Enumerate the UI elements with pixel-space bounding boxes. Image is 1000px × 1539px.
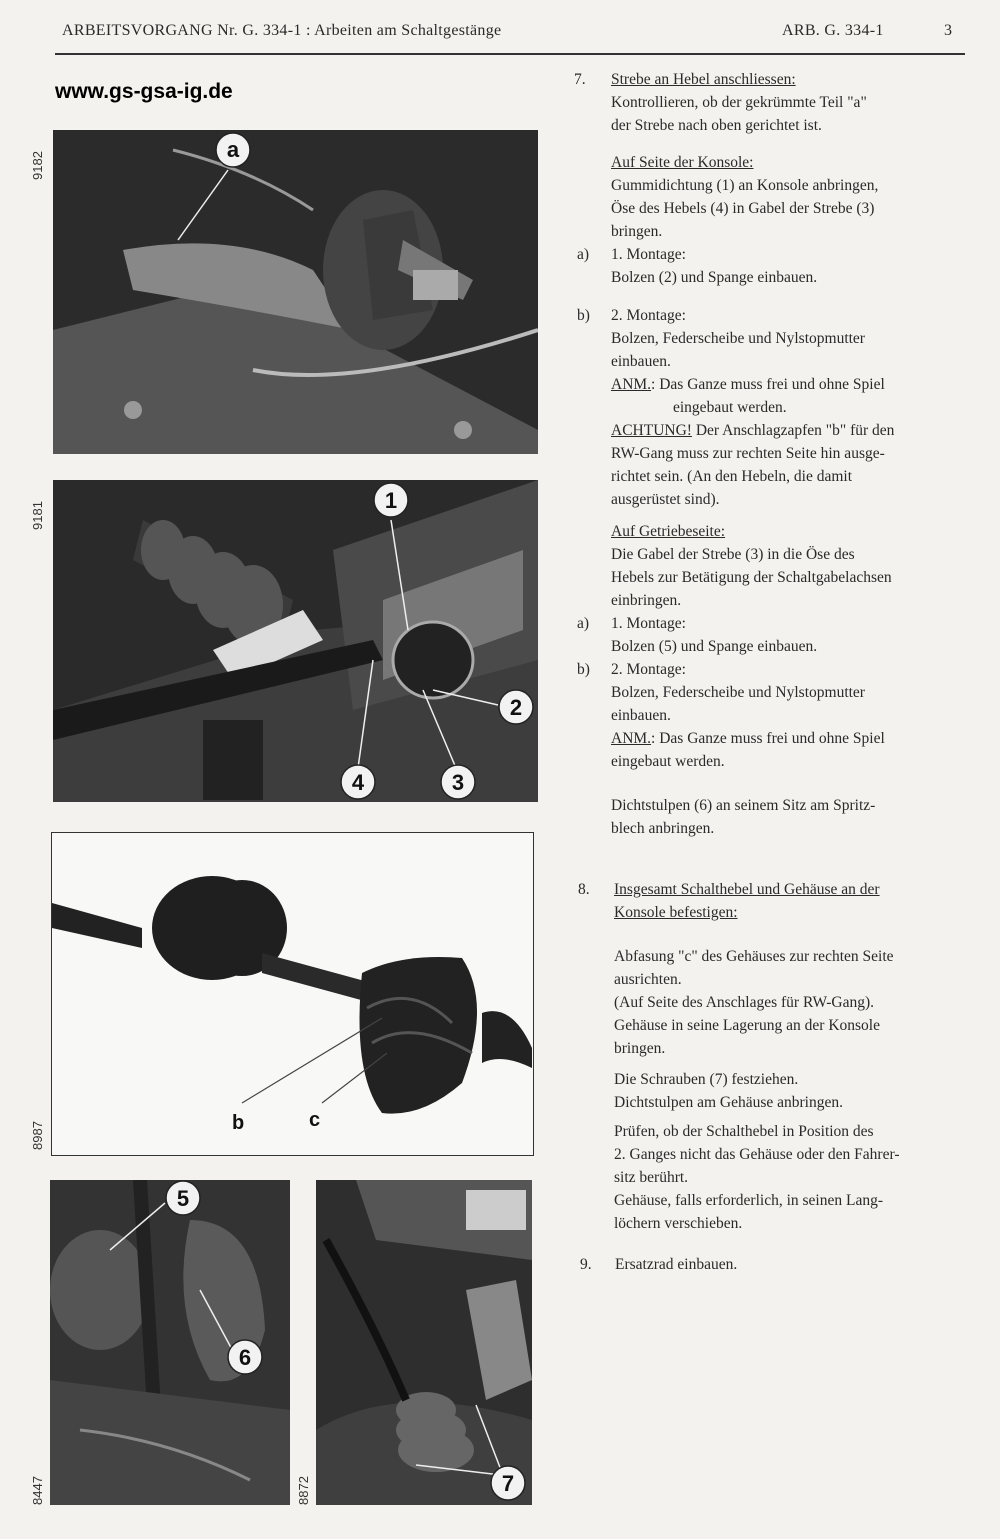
step-8-number: 8. xyxy=(578,881,590,898)
list-marker: a) xyxy=(577,615,590,632)
figure-number: 8447 xyxy=(30,1476,45,1505)
header-title: ARBEITSVORGANG Nr. G. 334-1 : Arbeiten am Schaltgestänge xyxy=(62,22,502,39)
step-7-title: Strebe an Hebel anschliessen: xyxy=(611,71,796,88)
text-line: ausrichten. xyxy=(614,971,682,988)
konsole-section xyxy=(611,151,991,289)
photo-8987 xyxy=(51,832,534,1156)
text-line: Dichtstulpen (6) an seinem Sitz am Spritz- xyxy=(611,797,876,814)
figure-number: 8872 xyxy=(296,1476,311,1505)
text-line: Prüfen, ob der Schalthebel in Position des xyxy=(614,1123,874,1140)
step-9-text: Ersatzrad einbauen. xyxy=(615,1256,738,1273)
text-line: Abfasung "c" des Gehäuses zur rechten Seite xyxy=(614,948,894,965)
text-line: Gummidichtung (1) an Konsole anbringen, xyxy=(611,177,879,194)
konsole-b xyxy=(611,304,991,511)
text-line: löchern verschieben. xyxy=(614,1215,743,1232)
konsole-heading: Auf Seite der Konsole: xyxy=(611,154,754,171)
text-line: Dichtstulpen am Gehäuse anbringen. xyxy=(614,1094,843,1111)
anm-label: ANM. xyxy=(611,376,652,393)
label-6: 6 xyxy=(238,1345,252,1370)
text-line: Der Anschlagzapfen "b" für den xyxy=(691,422,895,439)
step-7-number: 7. xyxy=(574,71,586,88)
text-line: Öse des Hebels (4) in Gabel der Strebe (3) xyxy=(611,200,875,217)
text-line: Hebels zur Betätigung der Schaltgabelachsen xyxy=(611,569,892,586)
text-line: Die Schrauben (7) festziehen. xyxy=(614,1071,799,1088)
header-rule xyxy=(55,53,965,55)
list-marker: b) xyxy=(577,307,590,324)
figure-number: 9182 xyxy=(30,151,45,180)
watermark-url: www.gs-gsa-ig.de xyxy=(55,80,233,103)
text-line: einbringen. xyxy=(611,592,682,609)
text-line: 1. Montage: xyxy=(611,246,686,263)
page-number: 3 xyxy=(944,22,953,39)
text-line: Bolzen (5) und Spange einbauen. xyxy=(611,638,818,655)
text-line: Bolzen, Federscheibe und Nylstopmutter xyxy=(611,684,865,701)
text-line: : Das Ganze muss frei und ohne Spiel xyxy=(651,730,885,747)
text-line: bringen. xyxy=(611,223,663,240)
text-line: einbauen. xyxy=(611,707,671,724)
label-5: 5 xyxy=(176,1186,190,1211)
achtung-label: ACHTUNG! xyxy=(611,422,692,439)
figure-number: 8987 xyxy=(30,1121,45,1150)
list-marker: b) xyxy=(577,661,590,678)
text-line: : Das Ganze muss frei und ohne Spiel xyxy=(651,376,885,393)
label-4: 4 xyxy=(351,770,365,795)
label-b: b xyxy=(232,1112,245,1134)
text-line: Gehäuse, falls erforderlich, in seinen Lang- xyxy=(614,1192,883,1209)
text-line: richtet sein. (An den Hebeln, die damit xyxy=(611,468,853,485)
figure-number: 9181 xyxy=(30,501,45,530)
step-8-body-2 xyxy=(614,1068,984,1114)
text-line: blech anbringen. xyxy=(611,820,715,837)
text-line: Gehäuse in seine Lagerung an der Konsole xyxy=(614,1017,880,1034)
step-8-body-3 xyxy=(614,1120,986,1235)
list-marker: a) xyxy=(577,246,590,263)
label-a: a xyxy=(226,137,240,162)
text-line: eingebaut werden. xyxy=(611,753,725,770)
text-line: bringen. xyxy=(614,1040,666,1057)
photo-9181 xyxy=(53,480,538,802)
photo-8872 xyxy=(316,1180,532,1505)
text-line: ausgerüstet sind). xyxy=(611,491,720,508)
dichtstulpen-text xyxy=(611,794,991,840)
getriebe-section xyxy=(611,520,991,773)
text-line: 1. Montage: xyxy=(611,615,686,632)
label-1: 1 xyxy=(384,488,398,513)
text-line: Die Gabel der Strebe (3) in die Öse des xyxy=(611,546,855,563)
text-line: 2. Montage: xyxy=(611,661,686,678)
text-line: 2. Ganges nicht das Gehäuse oder den Fahrer- xyxy=(614,1146,900,1163)
text-line: der Strebe nach oben gerichtet ist. xyxy=(611,117,822,134)
header-ref: ARB. G. 334-1 xyxy=(782,22,884,39)
text-line: RW-Gang muss zur rechten Seite hin ausge- xyxy=(611,445,885,462)
photo-8447 xyxy=(50,1180,290,1505)
text-line: Insgesamt Schalthebel und Gehäuse an der xyxy=(614,881,880,898)
label-7: 7 xyxy=(501,1471,515,1496)
step-8-body-1 xyxy=(614,945,984,1060)
anm-label: ANM. xyxy=(611,730,652,747)
text-line: (Auf Seite des Anschlages für RW-Gang). xyxy=(614,994,874,1011)
text-line: Bolzen, Federscheibe und Nylstopmutter xyxy=(611,330,865,347)
text-line: eingebaut werden. xyxy=(673,399,787,416)
getriebe-heading: Auf Getriebeseite: xyxy=(611,523,726,540)
label-c: c xyxy=(309,1109,321,1131)
text-line: Bolzen (2) und Spange einbauen. xyxy=(611,269,818,286)
step-7-intro xyxy=(611,68,991,137)
step-8-title xyxy=(614,878,984,924)
label-3: 3 xyxy=(451,770,465,795)
text-line: einbauen. xyxy=(611,353,671,370)
step-9-number: 9. xyxy=(580,1256,592,1273)
label-2: 2 xyxy=(509,695,523,720)
text-line: 2. Montage: xyxy=(611,307,686,324)
photo-9182 xyxy=(53,130,538,454)
text-line: Konsole befestigen: xyxy=(614,904,738,921)
text-line: sitz berührt. xyxy=(614,1169,689,1186)
text-line: Kontrollieren, ob der gekrümmte Teil "a" xyxy=(611,94,867,111)
